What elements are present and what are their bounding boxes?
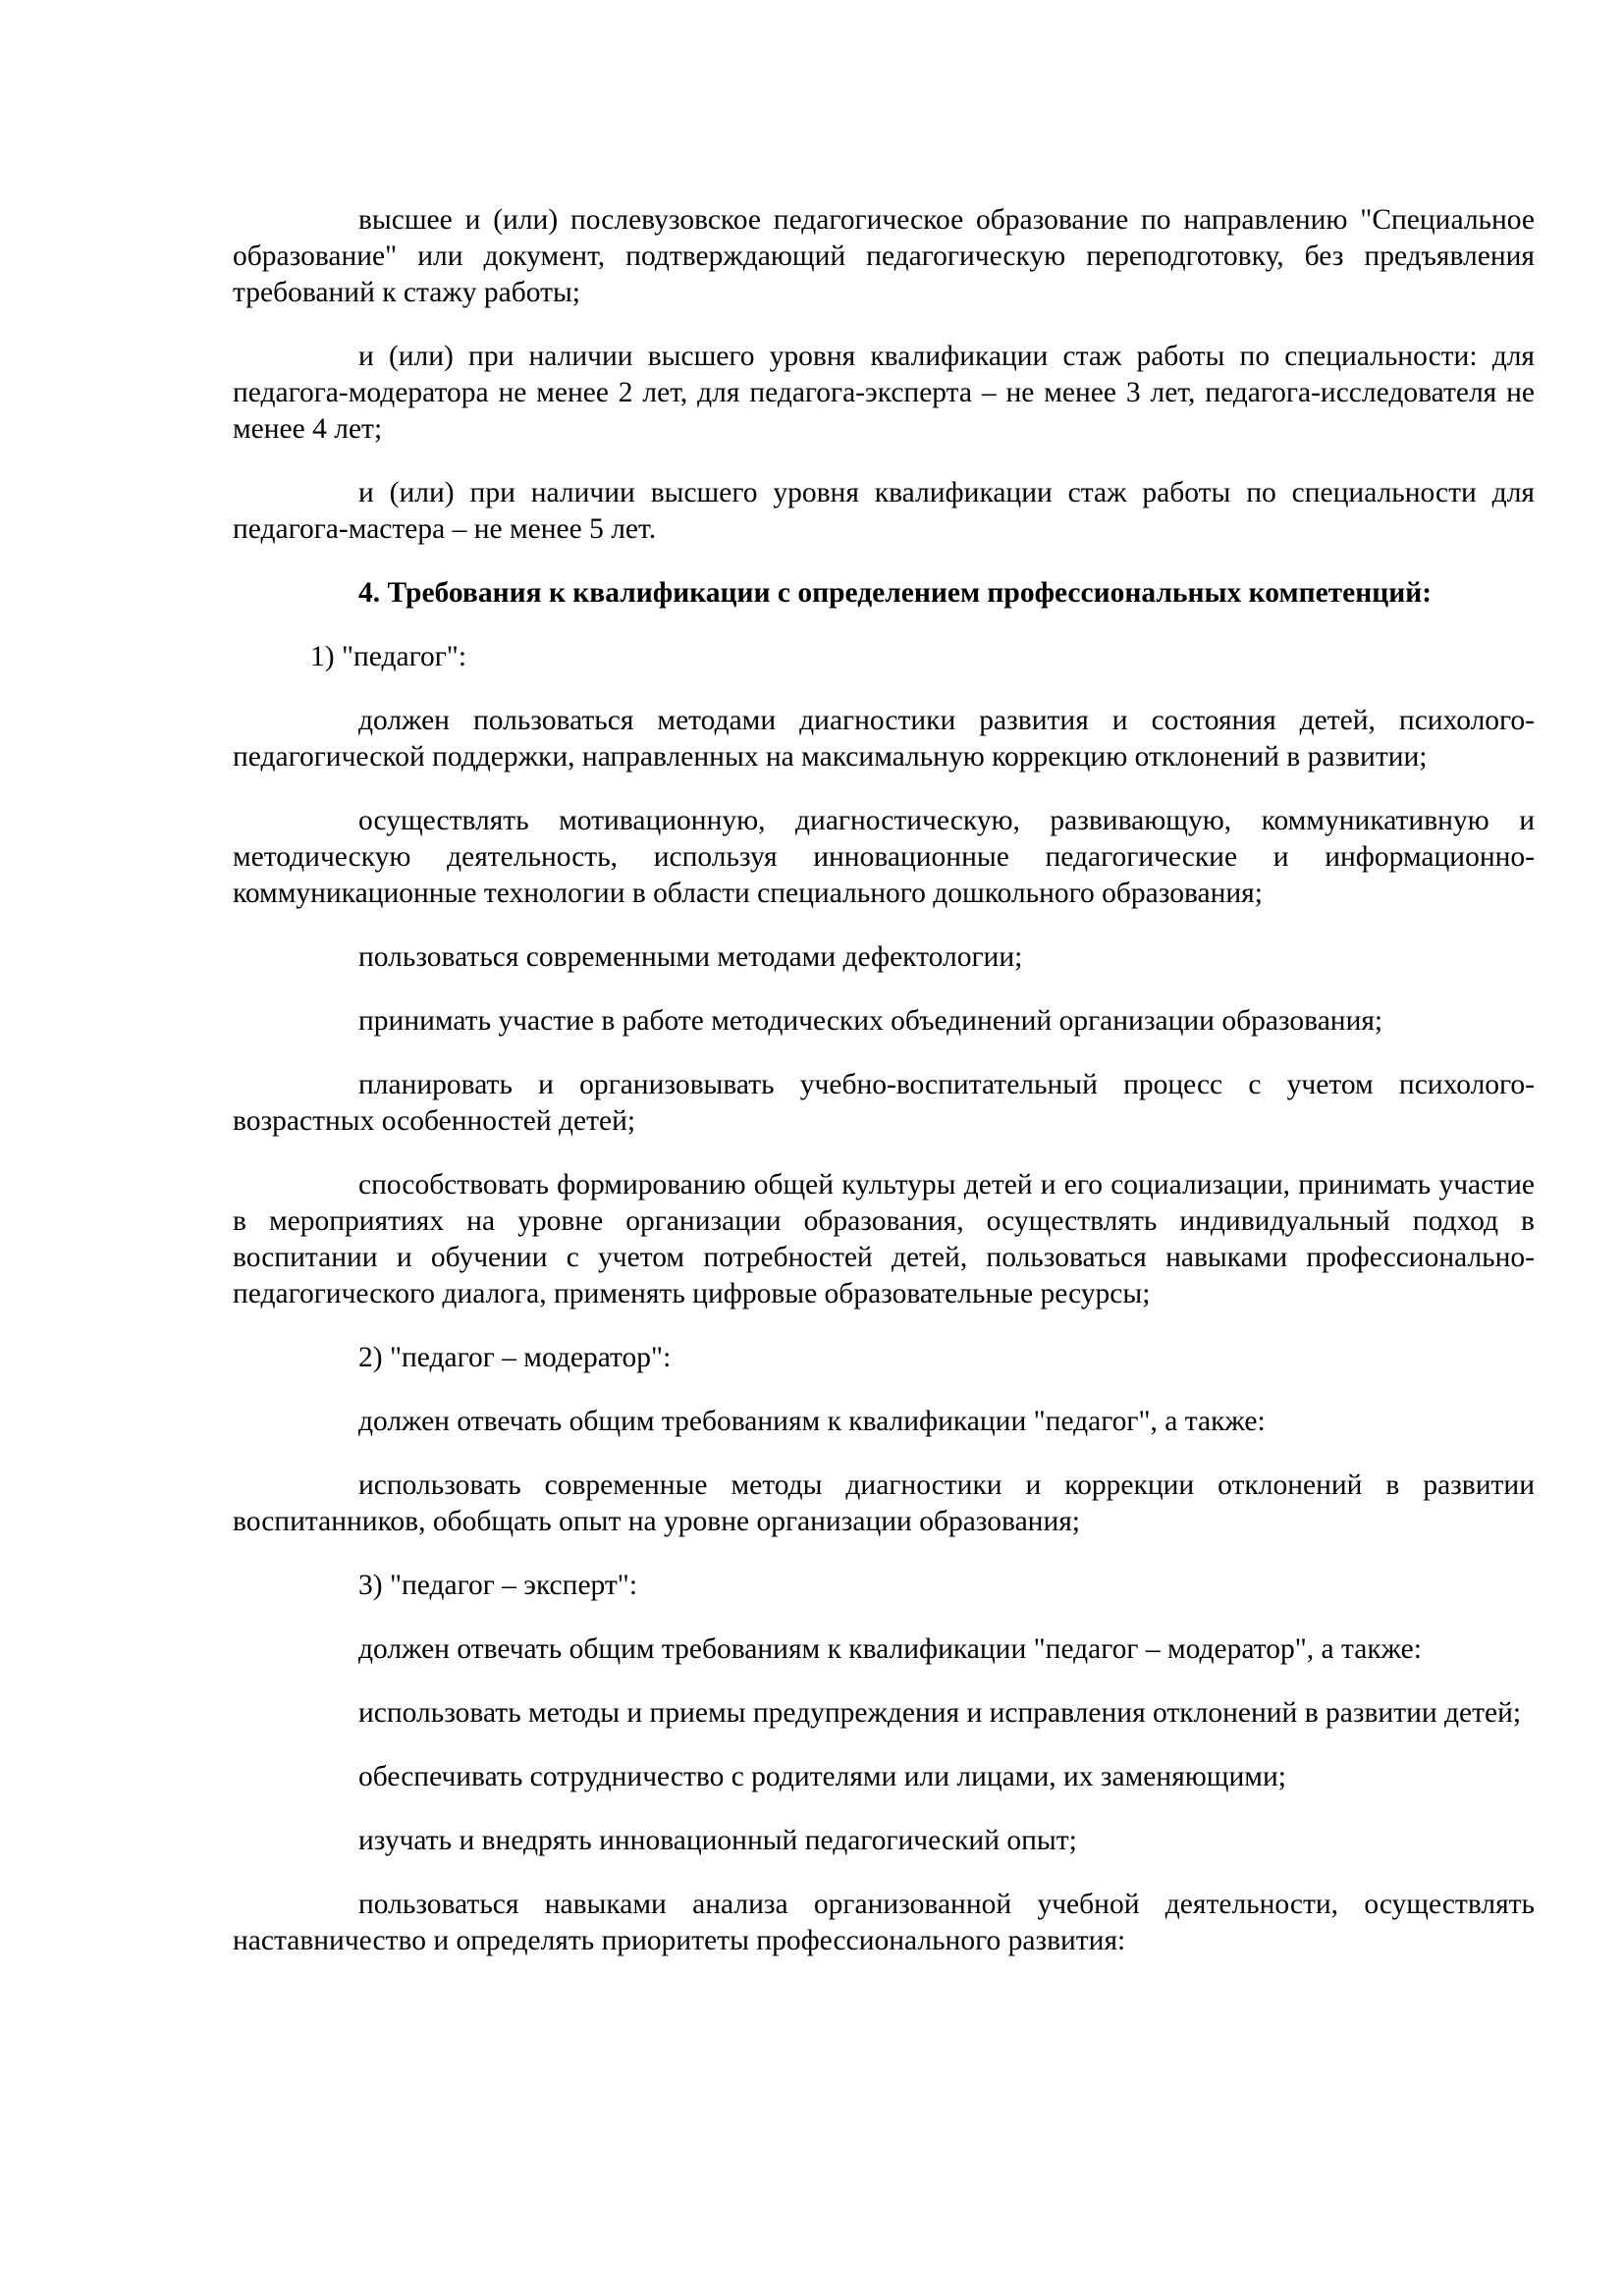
- paragraph-analysis-mentoring: пользоваться навыками анализа организованной учебной деятельности, осуществлять наставничество и определять приоритеты профессионального развития:: [233, 1889, 1535, 1956]
- list-item-pedagog: 1) "педагог":: [310, 641, 467, 672]
- section-heading-competencies: 4. Требования к квалификации с определением профессиональных компетенций:: [358, 577, 1433, 609]
- paragraph-parents-cooperation: обеспечивать сотрудничество с родителями или лицами, их заменяющими;: [358, 1761, 1286, 1792]
- list-item-expert: 3) "педагог – эксперт":: [358, 1570, 638, 1601]
- paragraph-planning: планировать и организовывать учебно-воспитательный процесс с учетом психолого-возрастных особенностей детей;: [233, 1069, 1535, 1137]
- paragraph-defectology: пользоваться современными методами дефектологии;: [358, 941, 1023, 973]
- paragraph-moderator-requirements: должен отвечать общим требованиям к квалификации "педагог", а также:: [358, 1406, 1266, 1437]
- document-page: [233, 202, 1535, 1959]
- paragraph-culture-socialization: способствовать формированию общей культуры детей и его социализации, принимать участие в мероприятиях на уровне организации образования, осуществлять индивидуальный подход в воспитании и обучении с учетом потребностей детей, пользоваться навыками профессионально-педагогического диалога, применять цифровые образовательные ресурсы;: [233, 1169, 1535, 1309]
- list-item-moderator: 2) "педагог – модератор":: [358, 1342, 672, 1373]
- paragraph-experience-moderator-expert: и (или) при наличии высшего уровня квалификации стаж работы по специальности: для педагога-модератора не менее 2 лет, для педагога-эксперта – не менее 3 лет, педагога-исследователя не менее 4 лет;: [233, 341, 1535, 445]
- paragraph-activities: осуществлять мотивационную, диагностическую, развивающую, коммуникативную и методическую деятельность, используя инновационные педагогические и информационно-коммуникационные технологии в области специального дошкольного образования;: [233, 805, 1535, 909]
- paragraph-moderator-methods: использовать современные методы диагностики и коррекции отклонений в развитии воспитанников, обобщать опыт на уровне организации образования;: [233, 1469, 1535, 1537]
- paragraph-expert-requirements: должен отвечать общим требованиям к квалификации "педагог – модератор", а также:: [358, 1633, 1422, 1665]
- paragraph-innovative-experience: изучать и внедрять инновационный педагогический опыт;: [358, 1825, 1077, 1856]
- paragraph-diagnostics: должен пользоваться методами диагностики развития и состояния детей, психолого-педагогической поддержки, направленных на максимальную коррекцию отклонений в развитии;: [233, 705, 1535, 773]
- paragraph-prevention-methods: использовать методы и приемы предупреждения и исправления отклонений в развитии детей;: [358, 1697, 1522, 1729]
- paragraph-education-requirement: высшее и (или) послевузовское педагогическое образование по направлению "Специальное образование" или документ, подтверждающий педагогическую переподготовку, без предъявления требований к стажу работы;: [233, 204, 1535, 308]
- paragraph-experience-master: и (или) при наличии высшего уровня квалификации стаж работы по специальности для педагога-мастера – не менее 5 лет.: [233, 477, 1535, 545]
- paragraph-methodical-associations: принимать участие в работе методических объединений организации образования;: [358, 1005, 1383, 1037]
